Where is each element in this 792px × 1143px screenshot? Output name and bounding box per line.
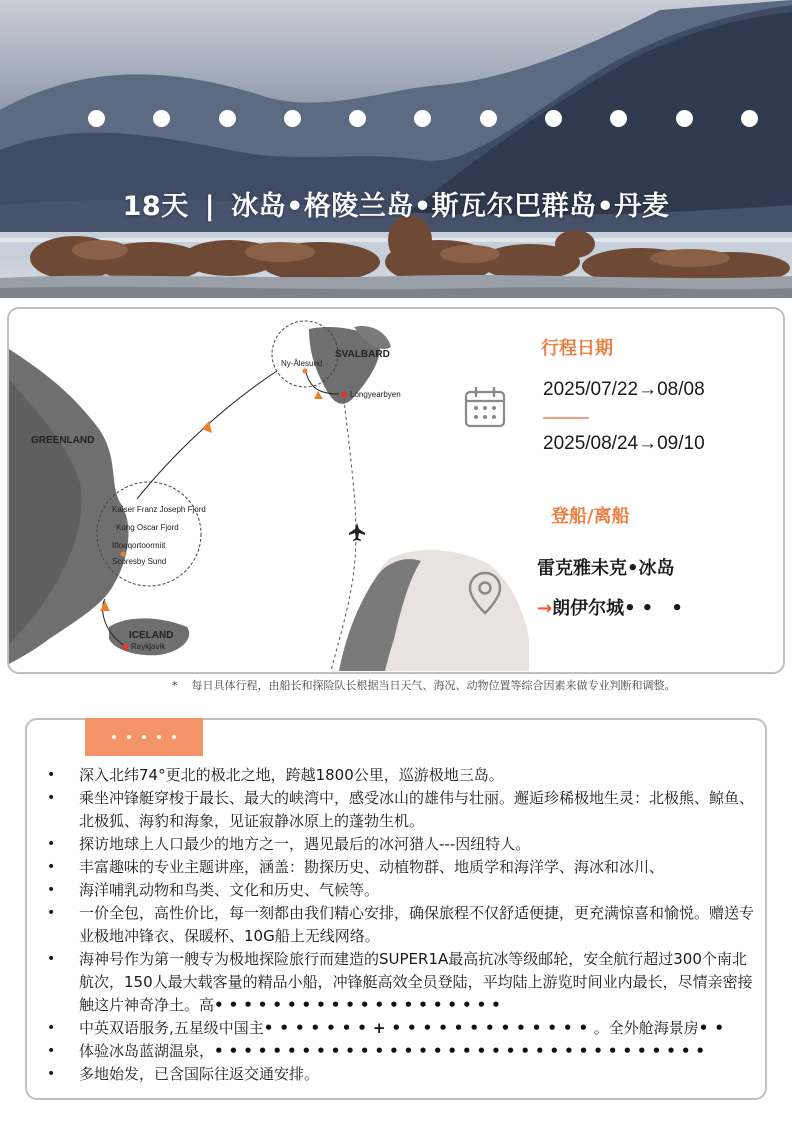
list-item-text: 深入北纬74°更北的极北之地，跨越1800公里，巡游极地三岛。 [79,766,504,784]
list-item-dot-trail: •••••••••••••••••••••••••••••••••• [214,1042,710,1060]
label-iceland: ICELAND [129,630,174,641]
disembark-name: 朗伊尔城 [552,598,625,619]
label-ittoqqortoormiit: Ittoqqortoormiit [112,541,166,550]
label-svalbard: SVALBARD [335,349,390,360]
highlights-list [27,764,767,1086]
list-item-text: 一价全包，高性价比，每一刻都由我们精心安排，确保旅程不仅舒适便捷，更充满惊喜和愉悦。赠送专业极地冲锋衣、保暖杯、10G船上无线网络。 [79,904,755,945]
route-map [9,309,531,672]
date-divider [543,417,589,419]
embark-port: 雷克雅未克•冰岛 [537,558,675,579]
label-reykjavik: Reykjavik [131,642,166,651]
list-item-text: 海神号作为第一艘专为极地探险旅行而建造的SUPER1A最高抗冰等级邮轮，安全航行超过300个南北航次，150人最大载客量的精品小船，冲锋艇高效全员登陆，平均陆上游览时间业内最长，尽情亲密接触这片神奇净土。高 [79,950,753,1014]
date-range-2: 2025/08/24→09/10 [543,433,705,454]
location-pin-icon [466,570,504,616]
label-scoresby-sund: Scoresby Sund [112,557,167,566]
route-map-graphic [9,309,531,672]
walrus-landscape-illustration [0,0,792,298]
label-longyearbyen: Longyearbyen [350,390,401,399]
itinerary-map-card [7,307,785,674]
tag-dot [172,735,176,739]
list-item-dot-trail: •• [698,1019,730,1037]
list-item [27,764,767,787]
hero-dot [741,110,758,127]
label-kaiser-fjord: Kaiser Franz Joseph Fjord [112,505,206,514]
footnote-star: * [172,679,178,692]
list-item-dot-trail: •••••••+••••••••••••• [263,1019,595,1037]
list-item [27,1063,767,1086]
list-item [27,787,767,833]
label-kong-oscar-fjord: Kong Oscar Fjord [116,523,179,532]
list-item [27,1017,767,1040]
disembark-arrow: → [537,598,553,619]
label-greenland: GREENLAND [31,435,95,446]
hero-banner [0,0,792,298]
list-item [27,856,767,879]
tag-dot [127,735,131,739]
footnote-text: 每日具体行程，由船长和探险队长根据当日天气、海况、动物位置等综合因素来做专业判断和调整。 [191,679,676,692]
list-item-text: 体验冰岛蓝湖温泉， [79,1042,215,1060]
list-item-dot-trail: •••••••••••••••••••• [214,996,506,1014]
highlights-card [25,718,767,1100]
disembark-port [537,594,689,620]
title-days: 18天 [122,191,189,222]
hero-dot [219,110,236,127]
title-route: 冰岛•格陵兰岛•斯瓦尔巴群岛•丹麦 [231,191,670,222]
list-item [27,833,767,856]
highlights-tag [85,718,203,756]
list-item [27,948,767,1017]
hero-dot [480,110,497,127]
list-item-text: 多地始发，已含国际往返交通安排。 [79,1065,320,1083]
hero-dots [88,110,758,132]
hero-dot [414,110,431,127]
date-range-1: 2025/07/22→08/08 [543,379,705,400]
disembark-trailing: •• • [624,598,689,619]
tag-dot [142,735,146,739]
list-item [27,1040,767,1063]
port-heading: 登船/离船 [551,506,630,527]
list-item-suffix: 。全外舱海景房 [593,1019,699,1037]
hero-dot [349,110,366,127]
hero-dot [88,110,105,127]
schedule-panel [531,309,783,672]
list-item-text: 乘坐冲锋艇穿梭于最长、最大的峡湾中，感受冰山的雄伟与壮丽。邂逅珍稀极地生灵：北极熊、鲸鱼、北极狐、海豹和海象，见证寂静冰原上的蓬勃生机。 [79,789,755,830]
list-item-text: 探访地球上人口最少的地方之一，遇见最后的冰河猎人---因纽特人。 [79,835,531,853]
itinerary-footnote [172,677,676,693]
hero-dot [545,110,562,127]
title-separator: | [204,191,216,222]
hero-dot [153,110,170,127]
hero-dot [284,110,301,127]
page-title [0,184,792,223]
list-item [27,879,767,902]
list-item-text: 丰富趣味的专业主题讲座，涵盖：勘探历史、动植物群、地质学和海洋学、海冰和冰川、 [79,858,665,876]
hero-dot [610,110,627,127]
tag-dot [157,735,161,739]
dates-heading: 行程日期 [541,338,613,359]
hero-dot [676,110,693,127]
tag-dot [112,735,116,739]
calendar-icon [463,385,507,429]
label-ny-alesund: Ny-Ålesund [281,359,323,368]
list-item-text: 海洋哺乳动物和鸟类、文化和历史、气候等。 [79,881,380,899]
list-item [27,902,767,948]
list-item-text: 中英双语服务,五星级中国主 [79,1019,264,1037]
